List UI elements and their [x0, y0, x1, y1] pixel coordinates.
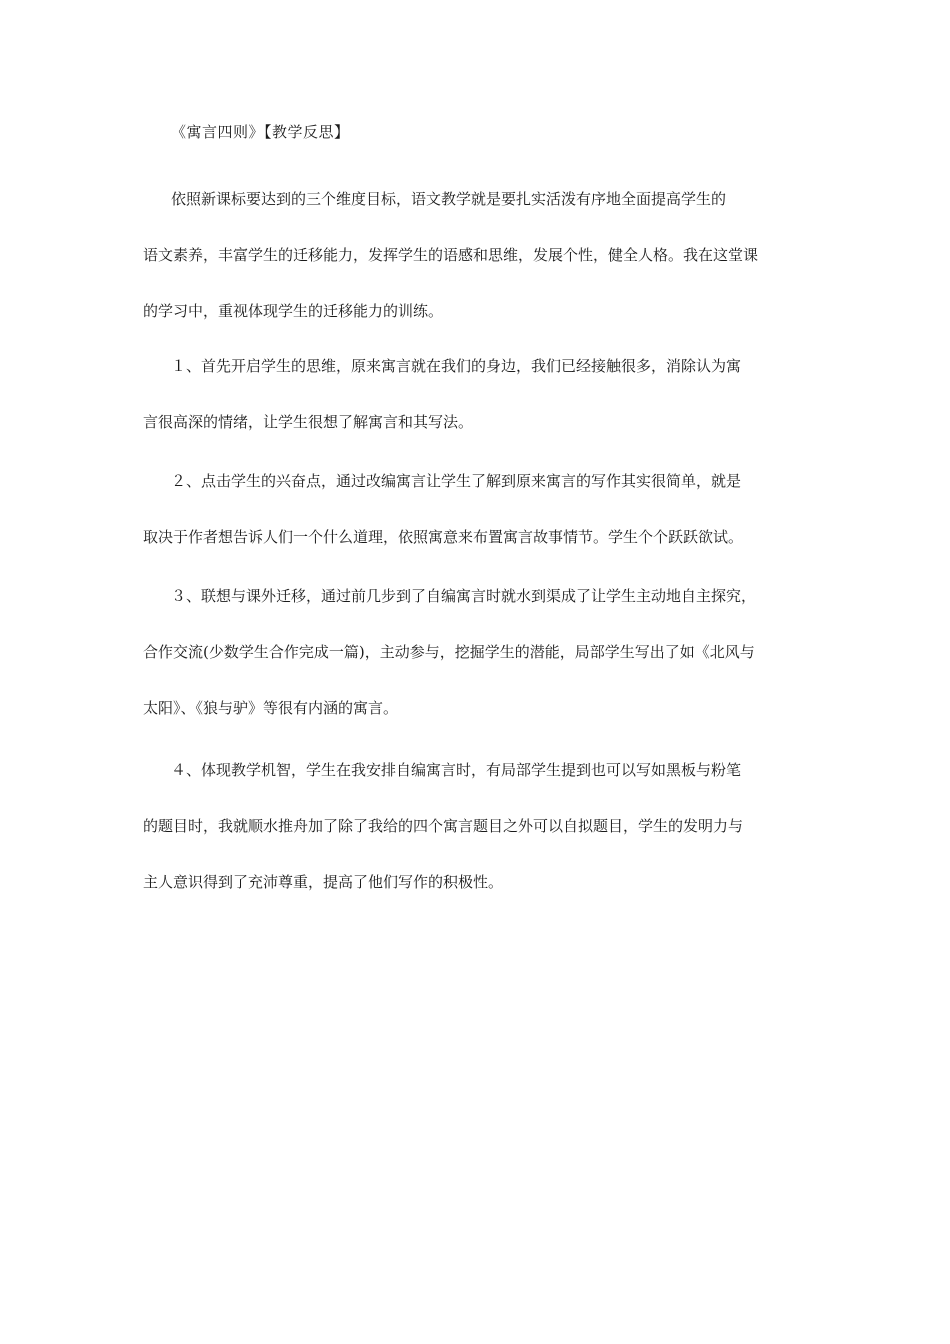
paragraph-point-3	[143, 568, 813, 736]
paragraph-line: 合作交流(少数学生合作完成一篇)，主动参与，挖掘学生的潜能，局部学生写出了如《北风与	[143, 643, 755, 661]
paragraph-line: ４、体现教学机智，学生在我安排自编寓言时，有局部学生提到也可以写如黑板与粉笔	[171, 761, 742, 779]
paragraph-line: 依照新课标要达到的三个维度目标，语文教学就是要扎实活泼有序地全面提高学生的	[171, 190, 727, 208]
paragraph-line: 语文素养，丰富学生的迁移能力，发挥学生的语感和思维，发展个性，健全人格。我在这堂课	[143, 246, 759, 264]
paragraph-line: 取决于作者想告诉人们一个什么道理，依照寓意来布置寓言故事情节。学生个个跃跃欲试。	[143, 528, 744, 546]
paragraph-line: 言很高深的情绪，让学生很想了解寓言和其写法。	[143, 413, 474, 431]
paragraph-point-4	[143, 742, 813, 910]
paragraph-line: 主人意识得到了充沛尊重，提高了他们写作的积极性。	[143, 873, 504, 891]
document-title: 《寓言四则》【教学反思】	[171, 123, 350, 141]
paragraph-intro	[143, 171, 813, 339]
paragraph-line: 太阳》、《狼与驴》等很有内涵的寓言。	[143, 699, 399, 717]
paragraph-line: 的学习中，重视体现学生的迁移能力的训练。	[143, 302, 444, 320]
paragraph-line: ２、点击学生的兴奋点，通过改编寓言让学生了解到原来寓言的写作其实很简单，就是	[171, 472, 742, 490]
paragraph-point-1	[143, 338, 813, 450]
paragraph-line: ３、联想与课外迁移，通过前几步到了自编寓言时就水到渠成了让学生主动地自主探究，	[171, 587, 757, 605]
paragraph-line: 的题目时，我就顺水推舟加了除了我给的四个寓言题目之外可以自拟题目，学生的发明力与	[143, 817, 744, 835]
paragraph-point-2	[143, 453, 813, 565]
paragraph-line: １、首先开启学生的思维，原来寓言就在我们的身边，我们已经接触很多，消除认为寓	[171, 357, 742, 375]
